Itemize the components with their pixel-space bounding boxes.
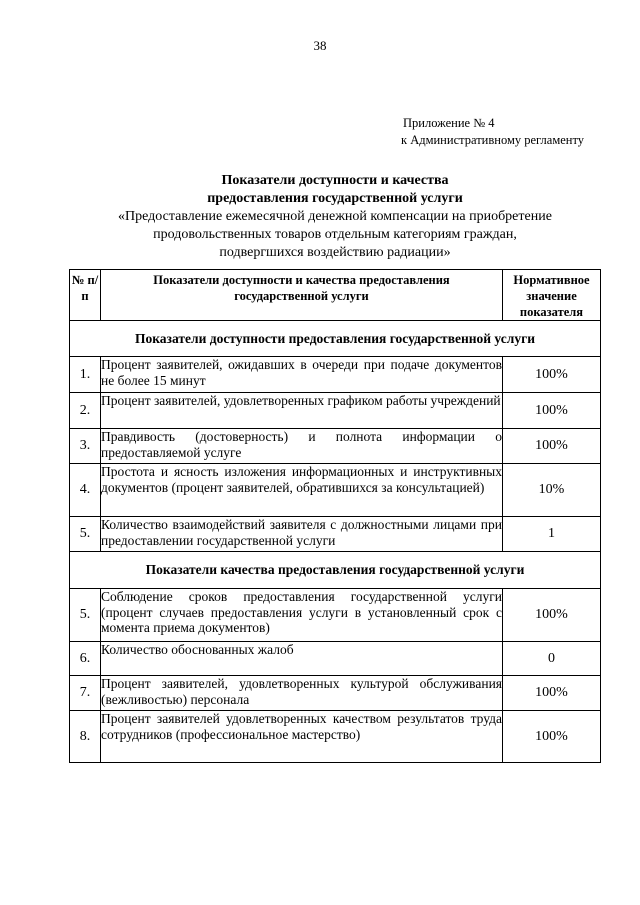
table-row <box>70 393 601 429</box>
row-text: Простота и ясность изложения информационных и инструктивных документов (процент заявителей, обратившихся за консультацией) <box>101 464 503 517</box>
table-row <box>70 357 601 393</box>
heading-line-3: «Предоставление ежемесячной денежной компенсации на приобретение <box>118 209 552 224</box>
header-value: Нормативное значение показателя <box>503 270 601 321</box>
table-row <box>70 676 601 711</box>
row-text: Процент заявителей, удовлетворенных культурой обслуживания (вежливостью) персонала <box>101 676 503 711</box>
row-text: Правдивость (достоверность) и полнота информации о предоставляемой услуге <box>101 429 503 464</box>
row-num: 4. <box>70 464 101 517</box>
row-value: 100% <box>503 589 601 642</box>
table-row <box>70 464 601 517</box>
row-num: 7. <box>70 676 101 711</box>
section-quality: Показатели качества предоставления государственной услуги <box>70 552 601 589</box>
indicators-table <box>69 269 601 763</box>
heading-line-2: предоставления государственной услуги <box>207 191 463 206</box>
row-text: Соблюдение сроков предоставления государственной услуги (процент случаев предоставления услуги в установленный срок с момента приема документов) <box>101 589 503 642</box>
header-indicator: Показатели доступности и качества предоставления государственной услуги <box>101 270 503 321</box>
row-num: 8. <box>70 711 101 763</box>
row-text: Процент заявителей, ожидавших в очереди при подаче документов не более 15 минут <box>101 357 503 393</box>
row-text: Процент заявителей удовлетворенных качеством результатов труда сотрудников (профессиональное мастерство) <box>101 711 503 763</box>
page-number: 38 <box>313 38 327 53</box>
row-text: Количество обоснованных жалоб <box>101 642 503 676</box>
heading-line-4: продовольственных товаров отдельным категориям граждан, <box>153 227 517 242</box>
table-row <box>70 589 601 642</box>
row-num: 5. <box>70 589 101 642</box>
row-value: 100% <box>503 357 601 393</box>
appendix-line-1: Приложение № 4 <box>403 116 495 130</box>
section-accessibility: Показатели доступности предоставления государственной услуги <box>70 321 601 357</box>
row-value: 100% <box>503 393 601 429</box>
document-heading <box>70 172 600 262</box>
table-row <box>70 429 601 464</box>
row-num: 1. <box>70 357 101 393</box>
row-text: Процент заявителей, удовлетворенных графиком работы учреждений <box>101 393 503 429</box>
row-num: 6. <box>70 642 101 676</box>
appendix-note <box>403 115 584 149</box>
table-row <box>70 517 601 552</box>
table-header-row <box>70 270 601 321</box>
row-value: 1 <box>503 517 601 552</box>
table-row <box>70 711 601 763</box>
row-num: 5. <box>70 517 101 552</box>
row-text: Количество взаимодействий заявителя с должностными лицами при предоставлении государственной услуги <box>101 517 503 552</box>
row-value: 10% <box>503 464 601 517</box>
row-value: 100% <box>503 676 601 711</box>
row-value: 100% <box>503 429 601 464</box>
section-row <box>70 321 601 357</box>
row-value: 0 <box>503 642 601 676</box>
row-value: 100% <box>503 711 601 763</box>
heading-line-1: Показатели доступности и качества <box>221 173 449 188</box>
heading-line-5: подвергшихся воздействию радиации» <box>219 245 451 260</box>
header-num: № п/п <box>70 270 101 321</box>
appendix-line-2: к Административному регламенту <box>401 133 585 147</box>
table-row <box>70 642 601 676</box>
row-num: 3. <box>70 429 101 464</box>
section-row <box>70 552 601 589</box>
row-num: 2. <box>70 393 101 429</box>
